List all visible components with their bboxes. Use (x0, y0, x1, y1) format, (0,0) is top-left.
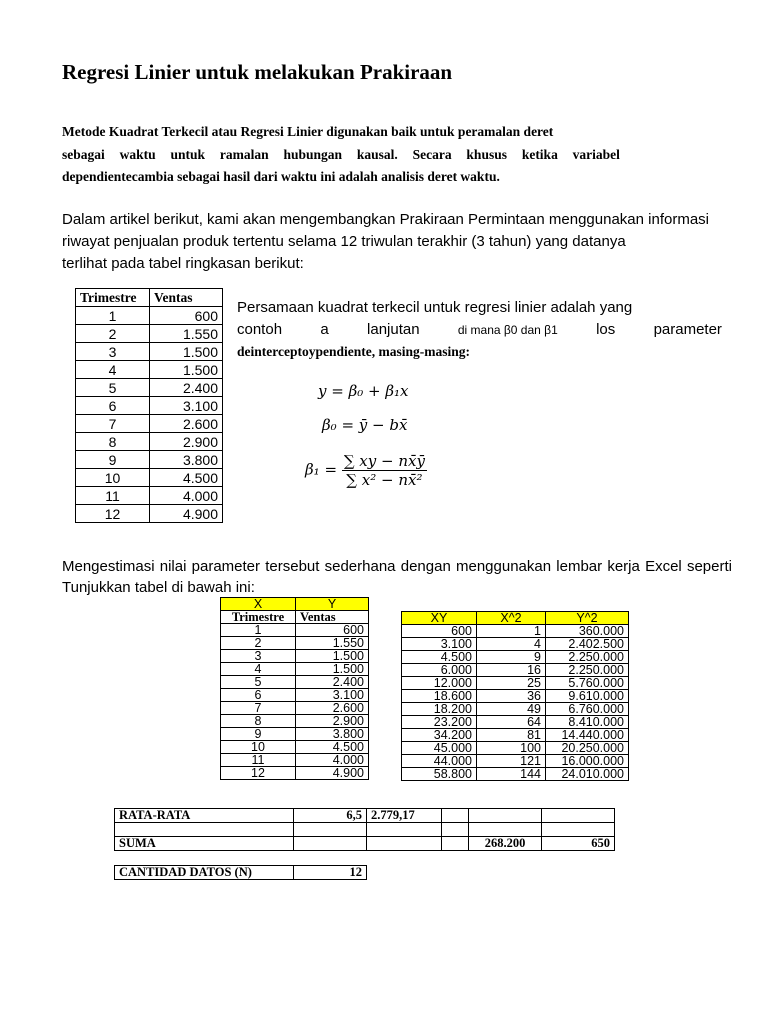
xy-cell: 12.000 (402, 677, 477, 690)
formula-slope (305, 452, 427, 489)
trimestre-cell: 2 (76, 325, 150, 343)
x2-cell: 25 (477, 677, 546, 690)
formula-regression: y = β₀ + β₁x (318, 382, 409, 400)
x2-cell: 1 (477, 625, 546, 638)
cantidad-label: CANTIDAD DATOS (N) (115, 866, 294, 880)
x2-cell: 100 (477, 742, 546, 755)
y2-cell: 2.250.000 (546, 664, 629, 677)
ventas-cell: 3.800 (296, 728, 369, 741)
table-row (402, 742, 629, 755)
trimestre-cell: 5 (221, 676, 296, 689)
ventas-cell: 1.500 (296, 663, 369, 676)
intro-word: khusus (466, 147, 507, 162)
intro-word: untuk (170, 147, 205, 162)
side-word: a (320, 321, 329, 338)
side-small-text: di mana β0 dan β1 (457, 323, 558, 337)
col-letter-y: Y (296, 598, 369, 611)
table-row (221, 754, 369, 767)
xy-cell: 34.200 (402, 729, 477, 742)
table-row (402, 729, 629, 742)
cantidad-value: 12 (294, 866, 367, 880)
trimestre-cell: 4 (221, 663, 296, 676)
xy-cell: 44.000 (402, 755, 477, 768)
paragraph3-word: parameter (191, 558, 261, 575)
x2-cell: 36 (477, 690, 546, 703)
table-row (402, 664, 629, 677)
ventas-cell: 2.900 (296, 715, 369, 728)
empty-cell (442, 809, 469, 823)
table-row (76, 433, 223, 451)
trimestre-cell: 8 (76, 433, 150, 451)
trimestre-cell: 7 (221, 702, 296, 715)
side-word: contoh (237, 321, 283, 338)
formula-intercept: β₀ = ȳ − bx̄ (322, 416, 408, 434)
y2-cell: 8.410.000 (546, 716, 629, 729)
empty-cell (542, 823, 615, 837)
worksheet-products-table (401, 611, 629, 781)
table-row (76, 469, 223, 487)
ventas-cell: 2.600 (296, 702, 369, 715)
ventas-cell: 4.900 (296, 767, 369, 780)
paragraph3-word: lembar (556, 558, 603, 575)
rata-rata-y: 2.779,17 (367, 809, 442, 823)
paragraph3-word: kerja (607, 558, 640, 575)
header-y2: Y^2 (546, 612, 629, 625)
ventas-cell: 4.500 (296, 741, 369, 754)
intro-word: kausal. (356, 147, 398, 162)
table-row (221, 663, 369, 676)
trimestre-cell: 3 (221, 650, 296, 663)
suma-x2: 650 (542, 837, 615, 851)
paragraph3-word: menggunakan (456, 558, 552, 575)
header-x2: X^2 (477, 612, 546, 625)
trimestre-cell: 11 (221, 754, 296, 767)
ventas-cell: 1.500 (150, 361, 223, 379)
ventas-cell: 2.400 (296, 676, 369, 689)
table-row (76, 415, 223, 433)
x2-cell: 9 (477, 651, 546, 664)
sales-table (75, 288, 223, 523)
trimestre-cell: 12 (221, 767, 296, 780)
ventas-cell: 4.000 (296, 754, 369, 767)
paragraph3-line-2: Tunjukkan tabel di bawah ini: (62, 579, 255, 596)
table-row (402, 690, 629, 703)
y2-cell: 24.010.000 (546, 768, 629, 781)
paragraph-line-3: terlihat pada tabel ringkasan berikut: (62, 255, 304, 272)
table-row (76, 325, 223, 343)
intro-word: hubungan (283, 147, 342, 162)
empty-cell (469, 809, 542, 823)
table-row (402, 651, 629, 664)
table-row (221, 650, 369, 663)
intro-word: Secara (412, 147, 452, 162)
rata-rata-label: RATA-RATA (115, 809, 294, 823)
table-row (221, 767, 369, 780)
trimestre-cell: 10 (76, 469, 150, 487)
header-trimestre: Trimestre (76, 289, 150, 307)
table-row (76, 505, 223, 523)
table-row (402, 703, 629, 716)
x2-cell: 81 (477, 729, 546, 742)
suma-label: SUMA (115, 837, 294, 851)
header-trimestre: Trimestre (221, 611, 296, 624)
summary-table (114, 808, 615, 851)
empty-cell (542, 809, 615, 823)
table-row (402, 716, 629, 729)
paragraph3-word: sederhana (324, 558, 396, 575)
xy-cell: 3.100 (402, 638, 477, 651)
trimestre-cell: 12 (76, 505, 150, 523)
trimestre-cell: 3 (76, 343, 150, 361)
x2-cell: 49 (477, 703, 546, 716)
ventas-cell: 600 (150, 307, 223, 325)
intro-word: variabel (572, 147, 620, 162)
y2-cell: 14.440.000 (546, 729, 629, 742)
xy-cell: 600 (402, 625, 477, 638)
ventas-cell: 1.550 (150, 325, 223, 343)
table-row (402, 677, 629, 690)
paragraph3-word: dengan (400, 558, 451, 575)
side-text-line-2 (237, 321, 722, 338)
empty-cell (442, 837, 469, 851)
intro-word: ramalan (219, 147, 269, 162)
empty-cell (294, 837, 367, 851)
y2-cell: 9.610.000 (546, 690, 629, 703)
paragraph3-word: seperti (686, 558, 732, 575)
xy-cell: 6.000 (402, 664, 477, 677)
trimestre-cell: 8 (221, 715, 296, 728)
paragraph3-word: Mengestimasi (62, 558, 155, 575)
paragraph-line-2: riwayat penjualan produk tertentu selama 12 triwulan terakhir (3 tahun) yang datanya (62, 233, 626, 250)
intro-word: ketika (521, 147, 558, 162)
formula-slope-lhs: β₁ = (305, 460, 338, 479)
ventas-cell: 600 (296, 624, 369, 637)
paragraph3-line-1 (62, 558, 732, 575)
table-row (221, 715, 369, 728)
table-row (76, 361, 223, 379)
header-xy: XY (402, 612, 477, 625)
col-letter-x: X (221, 598, 296, 611)
trimestre-cell: 9 (221, 728, 296, 741)
y2-cell: 360.000 (546, 625, 629, 638)
x2-cell: 121 (477, 755, 546, 768)
x2-cell: 16 (477, 664, 546, 677)
ventas-cell: 4.000 (150, 487, 223, 505)
trimestre-cell: 4 (76, 361, 150, 379)
table-row (76, 397, 223, 415)
xy-cell: 58.800 (402, 768, 477, 781)
formula-denominator: ∑ x² − nx̄² (346, 471, 423, 489)
intro-word: sebagai (62, 147, 105, 162)
empty-cell (115, 823, 294, 837)
header-ventas: Ventas (296, 611, 369, 624)
rata-rata-x: 6,5 (294, 809, 367, 823)
y2-cell: 2.402.500 (546, 638, 629, 651)
side-word: los (596, 321, 616, 338)
page-title: Regresi Linier untuk melakukan Prakiraan (62, 60, 453, 84)
y2-cell: 5.760.000 (546, 677, 629, 690)
intro-line-1: Metode Kuadrat Terkecil atau Regresi Linier digunakan baik untuk peramalan deret (62, 124, 554, 139)
trimestre-cell: 2 (221, 637, 296, 650)
xy-cell: 4.500 (402, 651, 477, 664)
table-row (402, 768, 629, 781)
y2-cell: 2.250.000 (546, 651, 629, 664)
empty-cell (294, 823, 367, 837)
xy-cell: 23.200 (402, 716, 477, 729)
ventas-cell: 1.500 (150, 343, 223, 361)
ventas-cell: 2.400 (150, 379, 223, 397)
paragraph3-word: tersebut (265, 558, 320, 575)
xy-cell: 45.000 (402, 742, 477, 755)
ventas-cell: 2.900 (150, 433, 223, 451)
empty-cell (367, 837, 442, 851)
table-row (76, 451, 223, 469)
intro-line-3: dependientecambia sebagai hasil dari waktu ini adalah analisis deret waktu. (62, 169, 500, 184)
intro-line-2 (62, 147, 620, 163)
paragraph3-word: Excel (645, 558, 682, 575)
empty-cell (469, 823, 542, 837)
ventas-cell: 3.100 (150, 397, 223, 415)
table-row (76, 487, 223, 505)
paragraph-line-1: Dalam artikel berikut, kami akan mengembangkan Prakiraan Permintaan menggunakan informasi (62, 211, 709, 228)
ventas-cell: 3.100 (296, 689, 369, 702)
side-text-line-3: deinterceptoypendiente, masing-masing: (237, 344, 470, 359)
y2-cell: 6.760.000 (546, 703, 629, 716)
ventas-cell: 1.500 (296, 650, 369, 663)
trimestre-cell: 6 (221, 689, 296, 702)
y2-cell: 16.000.000 (546, 755, 629, 768)
x2-cell: 4 (477, 638, 546, 651)
worksheet-xy-table (220, 597, 369, 780)
trimestre-cell: 5 (76, 379, 150, 397)
ventas-cell: 3.800 (150, 451, 223, 469)
x2-cell: 64 (477, 716, 546, 729)
xy-cell: 18.600 (402, 690, 477, 703)
intro-word: waktu (119, 147, 156, 162)
side-word: parameter (653, 321, 722, 338)
trimestre-cell: 1 (221, 624, 296, 637)
table-row (76, 343, 223, 361)
xy-cell: 18.200 (402, 703, 477, 716)
side-word: lanjutan (367, 321, 420, 338)
trimestre-cell: 10 (221, 741, 296, 754)
ventas-cell: 1.550 (296, 637, 369, 650)
table-row (221, 637, 369, 650)
trimestre-cell: 9 (76, 451, 150, 469)
table-row (221, 676, 369, 689)
paragraph3-word: nilai (159, 558, 187, 575)
header-ventas: Ventas (150, 289, 223, 307)
trimestre-cell: 1 (76, 307, 150, 325)
table-row (76, 379, 223, 397)
table-row (221, 624, 369, 637)
ventas-cell: 4.900 (150, 505, 223, 523)
table-row (221, 689, 369, 702)
trimestre-cell: 6 (76, 397, 150, 415)
table-row (402, 625, 629, 638)
empty-cell (367, 823, 442, 837)
formula-numerator: ∑ xy − nx̄ȳ (343, 452, 425, 470)
ventas-cell: 2.600 (150, 415, 223, 433)
count-table (114, 865, 367, 880)
table-row (402, 638, 629, 651)
table-row (76, 307, 223, 325)
formula-fraction (342, 452, 427, 489)
side-text-line-1: Persamaan kuadrat terkecil untuk regresi linier adalah yang (237, 299, 633, 316)
table-row (221, 741, 369, 754)
table-row (221, 702, 369, 715)
table-row (402, 755, 629, 768)
trimestre-cell: 11 (76, 487, 150, 505)
ventas-cell: 4.500 (150, 469, 223, 487)
x2-cell: 144 (477, 768, 546, 781)
trimestre-cell: 7 (76, 415, 150, 433)
empty-cell (442, 823, 469, 837)
y2-cell: 20.250.000 (546, 742, 629, 755)
suma-xy: 268.200 (469, 837, 542, 851)
table-row (221, 728, 369, 741)
